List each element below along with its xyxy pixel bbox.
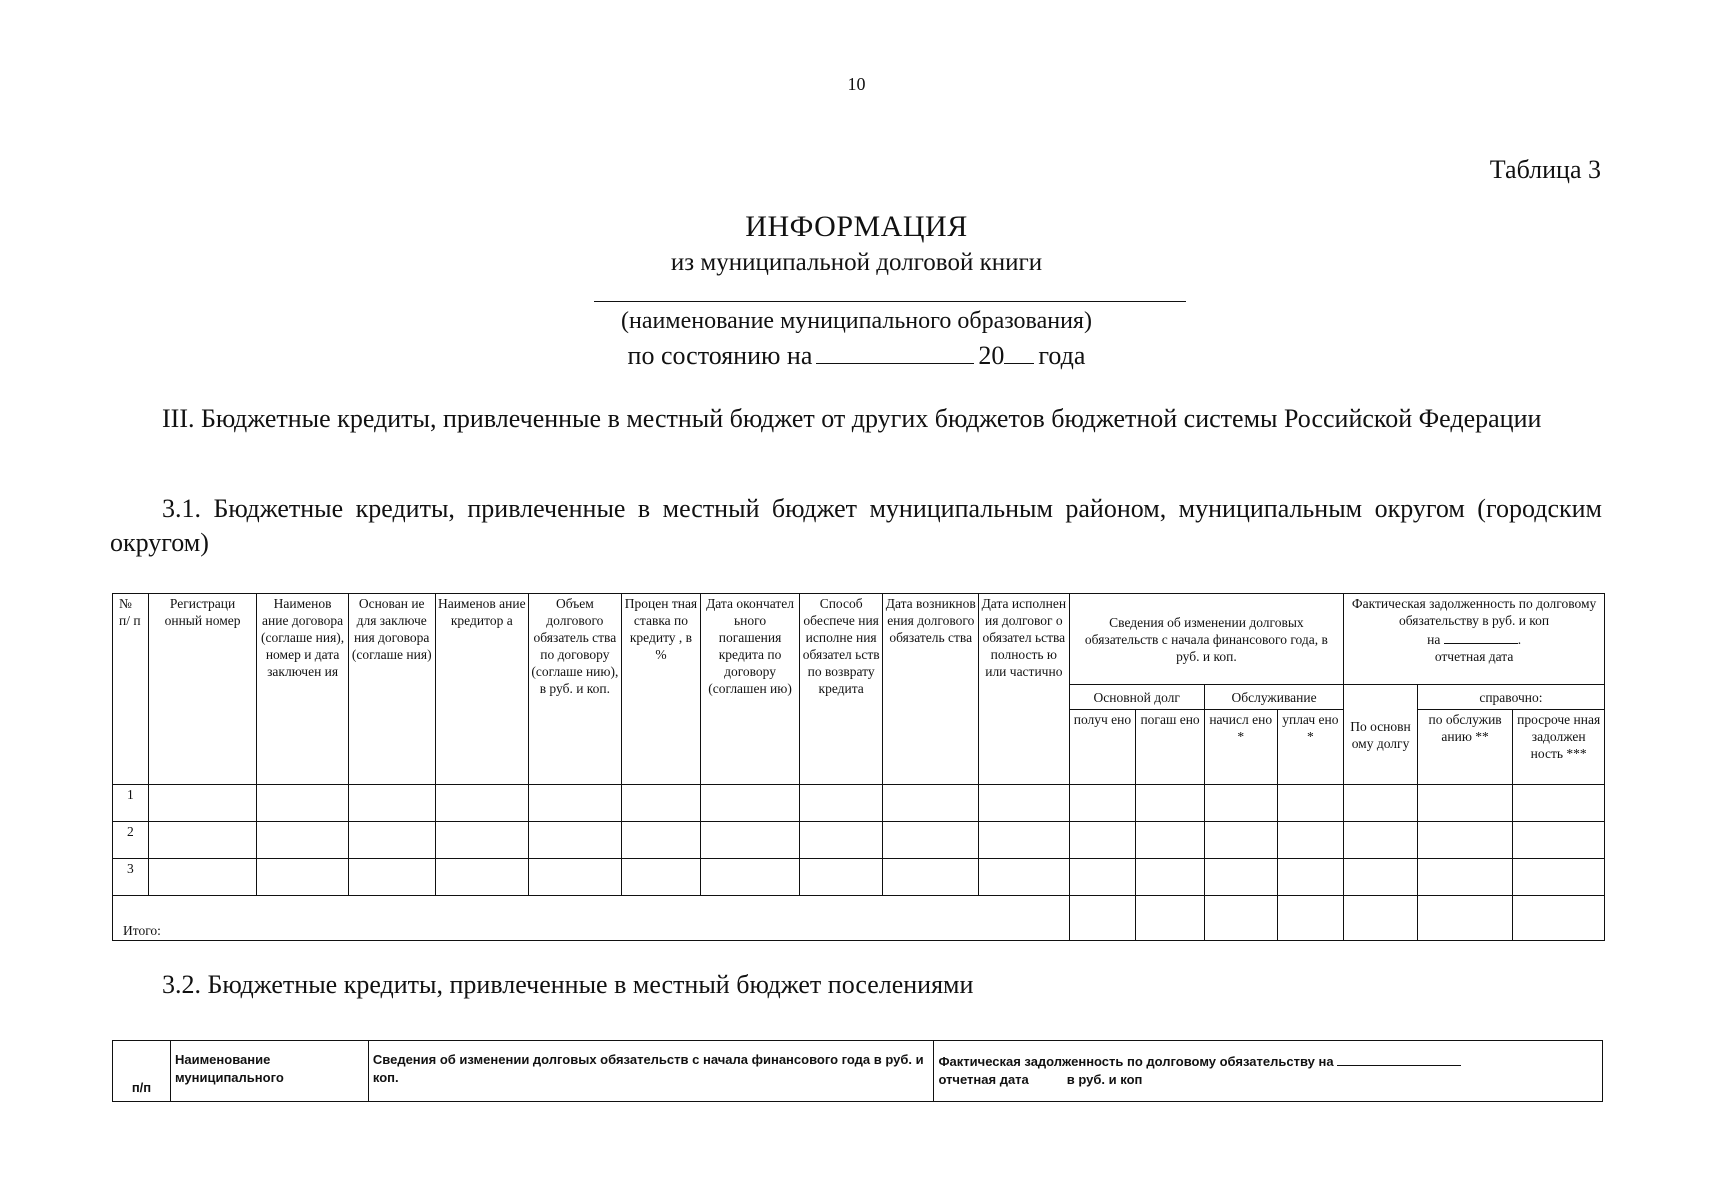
col-group-changes: Сведения об изменении долговых обязательств с начала финансового года, в руб. и коп. — [1069, 594, 1344, 685]
cell[interactable] — [1417, 859, 1513, 896]
cell[interactable] — [1513, 785, 1605, 822]
cell[interactable] — [348, 859, 435, 896]
cell[interactable] — [621, 859, 701, 896]
cell[interactable] — [1277, 822, 1344, 859]
date-blank — [816, 341, 974, 364]
col-header-creditor: Наименов ание кредитор а — [435, 594, 529, 785]
cell[interactable] — [257, 859, 349, 896]
budget-credits-table-municipal-district — [112, 593, 1605, 941]
cell[interactable] — [1204, 785, 1277, 822]
col-header-final-date: Дата окончател ьного погашения кредита по договору (соглашен ию) — [701, 594, 800, 785]
cell[interactable] — [1417, 785, 1513, 822]
col-header-origin-date: Дата возникнов ения долгового обязатель ства — [883, 594, 979, 785]
table-row — [113, 785, 1605, 822]
col-header-changes: Сведения об изменении долговых обязательств с начала финансового года в руб. и коп. — [368, 1041, 934, 1102]
cell[interactable] — [1136, 896, 1205, 941]
col-header-municipality-name: Наименование муниципального — [170, 1041, 368, 1102]
col-header-service: Обслуживание — [1204, 685, 1343, 710]
cell[interactable] — [979, 822, 1070, 859]
col-header-number: п/п — [113, 1041, 171, 1102]
section-3-heading: III. Бюджетные кредиты, привлеченные в местный бюджет от других бюджетов бюджетной системы Российской Федерации — [162, 404, 1542, 433]
municipality-name-note: (наименование муниципального образования) — [621, 308, 1092, 334]
col-header-principal: Основной долг — [1069, 685, 1204, 710]
actual-debt-caption: Фактическая задолженность по долговому обязательству в руб. и коп — [1351, 596, 1597, 628]
col-header-overdue: просроче нная задолжен ность *** — [1513, 710, 1605, 785]
col-header-volume: Объем долгового обязатель ства по договору (соглаше нию), в руб. и коп. — [529, 594, 622, 785]
row-number: 2 — [113, 822, 149, 859]
cell[interactable] — [1277, 785, 1344, 822]
actual-debt-prefix: Фактическая задолженность по долговому обязательству на — [938, 1054, 1334, 1069]
col-header-basis: Основан ие для заключе ния договора (соглаше ния) — [348, 594, 435, 785]
cell[interactable] — [148, 785, 256, 822]
cell[interactable] — [529, 822, 622, 859]
cell[interactable] — [979, 859, 1070, 896]
as-of-line — [0, 341, 1713, 371]
actual-debt-date-blank — [1337, 1051, 1461, 1066]
cell[interactable] — [1069, 896, 1136, 941]
cell[interactable] — [257, 785, 349, 822]
cell[interactable] — [1344, 896, 1418, 941]
cell[interactable] — [701, 822, 800, 859]
col-header-actual-debt — [934, 1041, 1603, 1102]
col-header-number: № п/ п — [113, 594, 149, 785]
row-number: 3 — [113, 859, 149, 896]
total-label: Итого: — [113, 896, 1070, 941]
municipality-name-blank — [594, 301, 1186, 302]
cell[interactable] — [435, 822, 529, 859]
cell[interactable] — [435, 859, 529, 896]
cell[interactable] — [621, 785, 701, 822]
cell[interactable] — [1277, 896, 1344, 941]
cell[interactable] — [1344, 859, 1418, 896]
cell[interactable] — [883, 822, 979, 859]
col-header-rate: Процен тная ставка по кредиту , в % — [621, 594, 701, 785]
table-label: Таблица 3 — [1489, 155, 1601, 184]
cell[interactable] — [148, 859, 256, 896]
cell[interactable] — [621, 822, 701, 859]
col-header-repaid: погаш ено — [1136, 710, 1205, 785]
col-header-execution-date: Дата исполнен ия долговог о обязател ьства полность ю или частично — [979, 594, 1070, 785]
document-title: ИНФОРМАЦИЯ — [745, 210, 968, 243]
col-header-contract: Наименов ание договора (соглаше ния), номер и дата заключен ия — [257, 594, 349, 785]
total-row — [113, 896, 1605, 941]
as-of-prefix: по состоянию на — [627, 341, 813, 370]
cell[interactable] — [1136, 822, 1205, 859]
cell[interactable] — [148, 822, 256, 859]
cell[interactable] — [883, 785, 979, 822]
cell[interactable] — [1136, 859, 1205, 896]
document-subtitle: из муниципальной долговой книги — [670, 249, 1043, 276]
col-group-actual-debt — [1344, 594, 1605, 685]
cell[interactable] — [1069, 859, 1136, 896]
page-number: 10 — [847, 74, 866, 94]
year-blank — [1004, 341, 1034, 364]
col-header-security: Способ обеспече ния исполне ния обязател ьств по возврату кредита — [799, 594, 883, 785]
section-3-1-heading: 3.1. Бюджетные кредиты, привлеченные в местный бюджет муниципальным районом, муниципальным округом (городским округом) — [110, 494, 1602, 557]
col-header-reference: справочно: — [1417, 685, 1604, 710]
cell[interactable] — [348, 822, 435, 859]
cell[interactable] — [799, 822, 883, 859]
col-header-received: получ ено — [1069, 710, 1136, 785]
cell[interactable] — [1204, 822, 1277, 859]
cell[interactable] — [979, 785, 1070, 822]
col-header-registration-number: Регистраци онный номер — [148, 594, 256, 785]
cell[interactable] — [529, 859, 622, 896]
col-header-main-debt: По основн ому долгу — [1344, 685, 1418, 785]
cell[interactable] — [435, 785, 529, 822]
cell[interactable] — [799, 859, 883, 896]
col-header-service-debt: по обслужив анию ** — [1417, 710, 1513, 785]
cell[interactable] — [1204, 896, 1277, 941]
cell[interactable] — [1513, 822, 1605, 859]
table-row — [113, 859, 1605, 896]
year-prefix: 20 — [978, 341, 1005, 370]
cell[interactable] — [1136, 785, 1205, 822]
col-header-paid: уплач ено * — [1277, 710, 1344, 785]
cell[interactable] — [1417, 896, 1513, 941]
actual-debt-units: в руб. и коп — [1066, 1072, 1143, 1087]
table-row — [113, 822, 1605, 859]
actual-debt-date-line: на . — [1346, 629, 1602, 648]
cell[interactable] — [1204, 859, 1277, 896]
cell[interactable] — [701, 859, 800, 896]
row-number: 1 — [113, 785, 149, 822]
cell[interactable] — [257, 822, 349, 859]
cell[interactable] — [348, 785, 435, 822]
budget-credits-table-settlements — [112, 1040, 1603, 1102]
cell[interactable] — [799, 785, 883, 822]
col-header-accrued: начисл ено * — [1204, 710, 1277, 785]
cell[interactable] — [1277, 859, 1344, 896]
actual-debt-date-note: отчетная дата — [1434, 649, 1514, 664]
cell[interactable] — [1344, 785, 1418, 822]
section-3-2-heading: 3.2. Бюджетные кредиты, привлеченные в местный бюджет поселениями — [162, 970, 974, 999]
cell[interactable] — [1069, 822, 1136, 859]
cell[interactable] — [1069, 785, 1136, 822]
cell[interactable] — [1513, 896, 1605, 941]
cell[interactable] — [701, 785, 800, 822]
cell[interactable] — [1344, 822, 1418, 859]
actual-debt-date-note: отчетная дата — [938, 1072, 1029, 1087]
cell[interactable] — [1417, 822, 1513, 859]
cell[interactable] — [883, 859, 979, 896]
cell[interactable] — [1513, 859, 1605, 896]
cell[interactable] — [529, 785, 622, 822]
as-of-suffix: года — [1038, 341, 1086, 370]
